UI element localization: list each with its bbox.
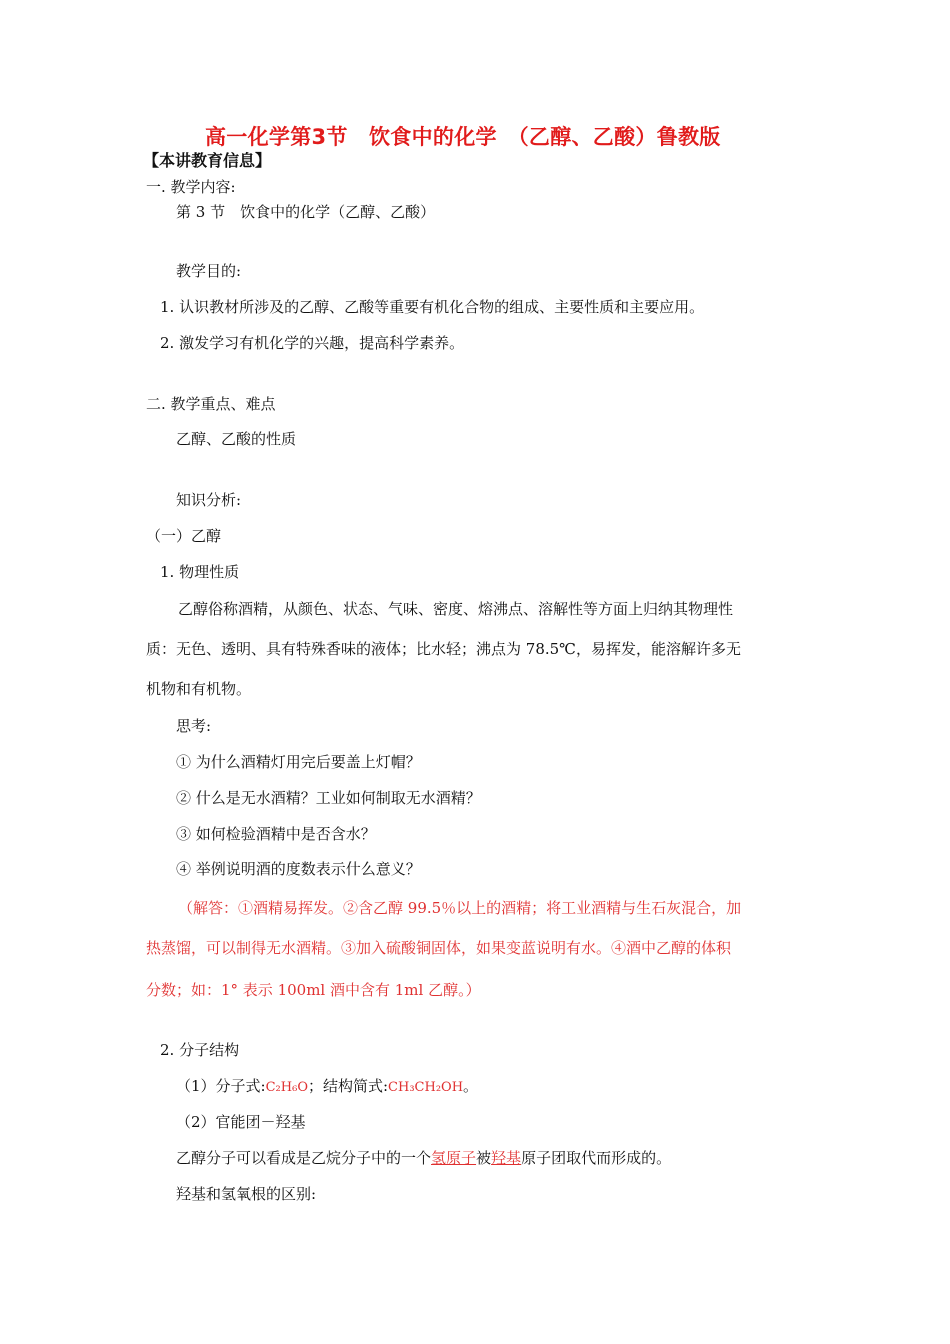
page-title: 高一化学第3节 饮食中的化学 （乙醇、乙酸）鲁教版	[205, 125, 721, 149]
part1-heading: 一. 教学内容:	[146, 178, 236, 196]
phys-line: 机物和有机物。	[146, 680, 252, 698]
part2-heading: 二. 教学重点、难点	[146, 395, 276, 413]
struct-heading: 2. 分子结构	[160, 1041, 240, 1059]
sentence-part: 乙醇分子可以看成是乙烷分子中的一个	[176, 1149, 432, 1167]
functional-group: （2）官能团－羟基	[176, 1113, 306, 1131]
question-item: ① 为什么酒精灯用完后要盖上灯帽？	[176, 753, 421, 771]
section-header: 【本讲教育信息】	[143, 151, 272, 170]
hydrogen-atom-term: 氢原子	[431, 1149, 477, 1167]
formula-line	[176, 1079, 478, 1094]
formula-label: （1）分子式:	[176, 1077, 266, 1095]
phys-line: 乙醇俗称酒精，从颜色、状态、气味、密度、熔沸点、溶解性等方面上归纳其物理性	[178, 600, 734, 618]
answer-line: 分数；如：1° 表示 100ml 酒中含有 1ml 乙醇。）	[146, 981, 481, 999]
question-item: ② 什么是无水酒精？工业如何制取无水酒精？	[176, 789, 481, 807]
goal-item: 1. 认识教材所涉及的乙醇、乙酸等重要有机化合物的组成、主要性质和主要应用。	[160, 298, 705, 316]
question-item: ④ 举例说明酒的度数表示什么意义？	[176, 860, 421, 878]
structural-formula: CH₃CH₂OH	[388, 1080, 464, 1095]
answer-line: 热蒸馏，可以制得无水酒精。③加入硫酸铜固体，如果变蓝说明有水。④酒中乙醇的体积	[146, 939, 732, 957]
phys-heading: 1. 物理性质	[160, 563, 240, 581]
phys-line: 质：无色、透明、具有特殊香味的液体；比水轻；沸点为 78.5℃，易挥发，能溶解许多无	[146, 640, 741, 658]
ethanol-heading: （一）乙醇	[146, 527, 222, 545]
hydroxyl-term: 羟基	[491, 1149, 522, 1167]
goal-item: 2. 激发学习有机化学的兴趣，提高科学素养。	[160, 334, 465, 352]
part1-content: 第 3 节 饮食中的化学（乙醇、乙酸）	[176, 203, 436, 221]
formula-end-mark: 。	[463, 1077, 479, 1095]
think-heading: 思考:	[176, 717, 212, 735]
question-item: ③ 如何检验酒精中是否含水？	[176, 825, 376, 843]
goals-heading: 教学目的:	[176, 262, 242, 280]
sentence-part: 原子团取代而形成的。	[521, 1149, 672, 1167]
analysis-heading: 知识分析:	[176, 491, 242, 509]
substitution-sentence	[176, 1151, 671, 1166]
formula-separator: ；结构简式:	[307, 1077, 389, 1095]
answer-line: （解答：①酒精易挥发。②含乙醇 99.5％以上的酒精；将工业酒精与生石灰混合，加	[178, 899, 742, 917]
sentence-part: 被	[476, 1149, 492, 1167]
molecular-formula: C₂H₆O	[265, 1080, 308, 1095]
difference-heading: 羟基和氢氧根的区别:	[176, 1185, 317, 1203]
part2-content: 乙醇、乙酸的性质	[176, 430, 297, 448]
